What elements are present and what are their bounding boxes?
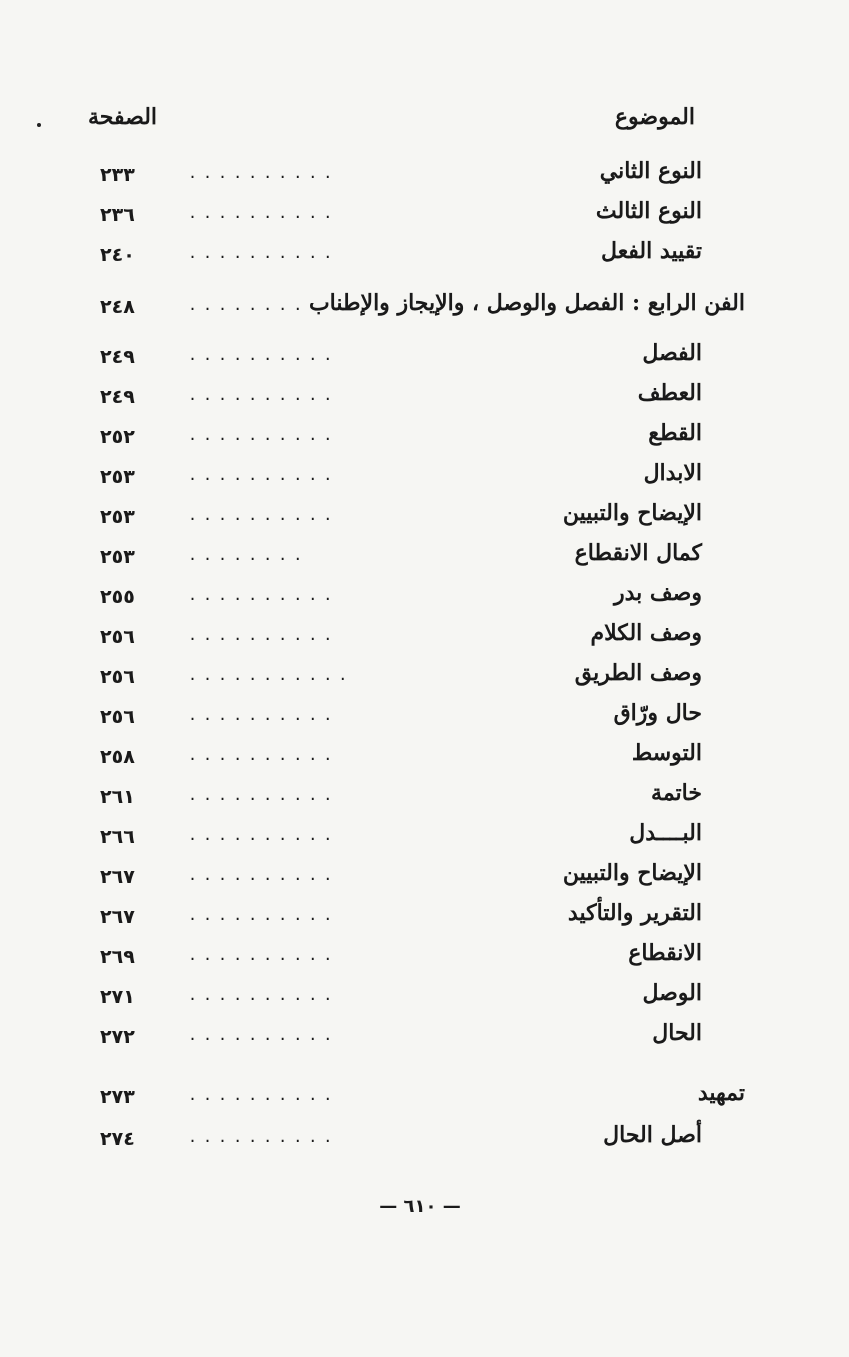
toc-entry-page: ٢٥٣	[100, 466, 135, 488]
toc-entry-page: ٢٦٧	[100, 866, 135, 888]
dot-leader: ..........	[188, 586, 339, 604]
toc-entry-page: ٢٥٣	[100, 546, 135, 568]
dot-leader: ..........	[188, 466, 339, 484]
toc-entry	[0, 1020, 849, 1054]
dot-leader: ..........	[188, 746, 339, 764]
dot-leader: ..........	[188, 866, 339, 884]
toc-entry	[0, 900, 849, 934]
toc-entry-title: حال ورّاق	[613, 700, 702, 726]
toc-entry	[0, 198, 849, 232]
toc-entry	[0, 980, 849, 1014]
toc-entry	[0, 500, 849, 534]
toc-entry	[0, 620, 849, 654]
toc-entry	[0, 540, 849, 574]
dot-leader: ..........	[188, 906, 339, 924]
toc-entry-title: النوع الثاني	[599, 158, 702, 184]
toc-entry-title: كمال الانقطاع	[574, 540, 702, 566]
toc-entry-page: ٢٦٦	[100, 826, 135, 848]
toc-entry-title: الفن الرابع : الفصل والوصل ، والإيجاز والإطناب	[308, 290, 745, 316]
toc-entry-title: العطف	[637, 380, 702, 406]
dot-leader: ..........	[188, 1086, 339, 1104]
toc-entry	[0, 290, 849, 324]
toc-entry-title: أصل الحال	[603, 1122, 702, 1148]
toc-entry-title: التقرير والتأكيد	[567, 900, 702, 926]
toc-entry-title: التوسط	[631, 740, 702, 766]
toc-entry-page: ٢٥٦	[100, 666, 135, 688]
toc-entry-title: القطع	[648, 420, 702, 446]
toc-entry-page: ٢٦٩	[100, 946, 135, 968]
toc-entry-page: ٢٥٦	[100, 626, 135, 648]
dot-leader: ..........	[188, 346, 339, 364]
toc-entry-page: ٢٧٤	[100, 1128, 135, 1150]
toc-entry-title: الابدال	[643, 460, 702, 486]
topic-column-header: الموضوع	[614, 104, 695, 130]
toc-entry-title: الوصل	[642, 980, 702, 1006]
toc-entry	[0, 1080, 849, 1114]
toc-entry-page: ٢٤٩	[100, 386, 135, 408]
toc-entry	[0, 580, 849, 614]
toc-entry	[0, 940, 849, 974]
toc-entry-title: تقييد الفعل	[601, 238, 702, 264]
dot-leader: ..........	[188, 706, 339, 724]
dot-leader: ..........	[188, 164, 339, 182]
toc-entry-page: ٢٥٦	[100, 706, 135, 728]
page-number: — ٦١٠ —	[379, 1196, 461, 1217]
toc-entry-page: ٢٥٥	[100, 586, 135, 608]
toc-entry-title: البــــدل	[629, 820, 702, 846]
toc-entry-title: الفصل	[642, 340, 702, 366]
page-column-header: الصفحة	[88, 104, 158, 130]
dot-leader: ..........	[188, 1026, 339, 1044]
dot-leader: ..........	[188, 946, 339, 964]
toc-entry	[0, 820, 849, 854]
toc-entry-title: وصف الطريق	[574, 660, 702, 686]
toc-entry-page: ٢٣٣	[100, 164, 135, 186]
dot-leader: ..........	[188, 1128, 339, 1146]
toc-entry-page: ٢٦١	[100, 786, 135, 808]
toc-entry	[0, 860, 849, 894]
dot-leader: ........	[188, 546, 309, 564]
margin-dot	[37, 123, 41, 127]
toc-entry-page: ٢٥٢	[100, 426, 135, 448]
toc-entry-page: ٢٧٢	[100, 1026, 135, 1048]
toc-entry-title: تمهيد	[697, 1080, 745, 1106]
dot-leader: ..........	[188, 626, 339, 644]
dot-leader: ..........	[188, 386, 339, 404]
toc-entry-title: الإيضاح والتبيين	[562, 500, 702, 526]
toc-entry-page: ٢٦٧	[100, 906, 135, 928]
toc-entry-page: ٢٤٨	[100, 296, 135, 318]
dot-leader: ...........	[188, 666, 354, 684]
dot-leader: ..........	[188, 244, 339, 262]
toc-entry-title: الإيضاح والتبيين	[562, 860, 702, 886]
toc-entry-page: ٢٧١	[100, 986, 135, 1008]
toc-entry	[0, 700, 849, 734]
toc-entry	[0, 420, 849, 454]
toc-entry-title: وصف بدر	[613, 580, 702, 606]
toc-entry	[0, 340, 849, 374]
dot-leader: ..........	[188, 826, 339, 844]
toc-entry-page: ٢٣٦	[100, 204, 135, 226]
toc-entry	[0, 1122, 849, 1156]
toc-entry-page: ٢٧٣	[100, 1086, 135, 1108]
dot-leader: ..........	[188, 204, 339, 222]
toc-entry	[0, 238, 849, 272]
toc-entry-page: ٢٤٠	[100, 244, 135, 266]
toc-entry-page: ٢٤٩	[100, 346, 135, 368]
toc-entry-page: ٢٥٨	[100, 746, 135, 768]
toc-entry	[0, 380, 849, 414]
toc-entry-title: الحال	[652, 1020, 702, 1046]
dot-leader: ..........	[188, 786, 339, 804]
dot-leader: ........	[188, 296, 309, 314]
toc-entry-title: الانقطاع	[628, 940, 702, 966]
toc-entry-title: خاتمة	[651, 780, 702, 806]
toc-entry	[0, 460, 849, 494]
toc-entry	[0, 780, 849, 814]
dot-leader: ..........	[188, 426, 339, 444]
dot-leader: ..........	[188, 506, 339, 524]
toc-entry	[0, 158, 849, 192]
toc-entry-title: النوع الثالث	[595, 198, 702, 224]
toc-entry	[0, 740, 849, 774]
toc-entry-page: ٢٥٣	[100, 506, 135, 528]
toc-entry-title: وصف الكلام	[590, 620, 702, 646]
dot-leader: ..........	[188, 986, 339, 1004]
toc-entry	[0, 660, 849, 694]
